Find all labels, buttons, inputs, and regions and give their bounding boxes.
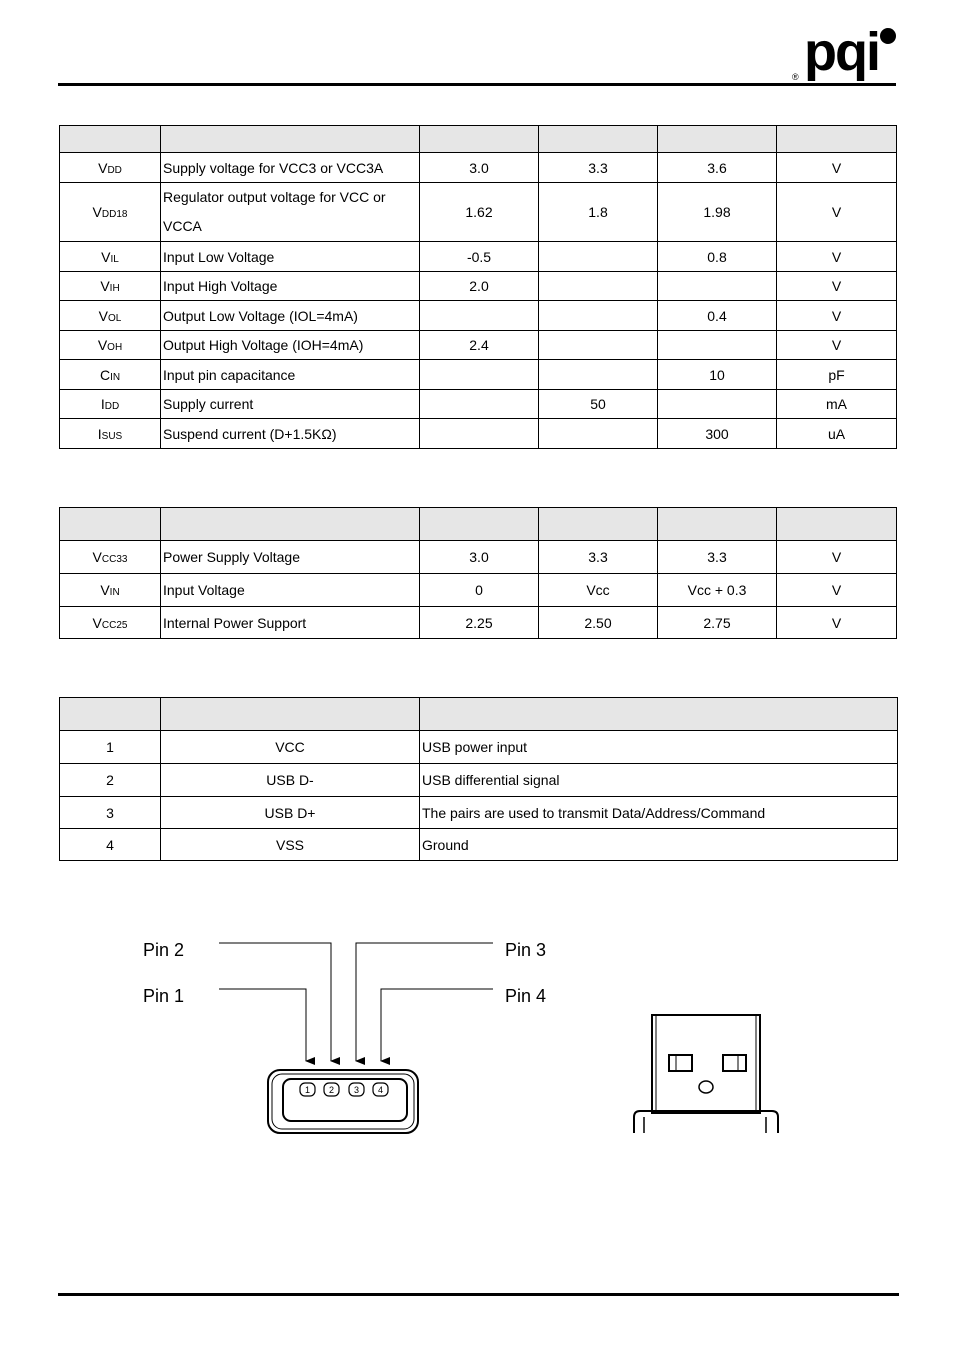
header-cell <box>60 698 161 731</box>
contact-number-1: 1 <box>304 1085 311 1095</box>
typ-cell: Vcc <box>539 574 658 607</box>
symbol-cell: VDD <box>60 153 161 183</box>
description-cell: Regulator output voltage for VCC or VCCA <box>161 183 420 242</box>
header-cell <box>420 508 539 541</box>
symbol-cell: VOH <box>60 331 161 360</box>
contact-number-4: 4 <box>377 1085 384 1095</box>
leader-lines <box>219 943 493 1061</box>
max-cell <box>658 331 777 360</box>
description-cell: Input pin capacitance <box>161 360 420 390</box>
header-cell <box>420 698 898 731</box>
min-cell: 2.25 <box>420 607 539 639</box>
pin-name-cell: USB D- <box>161 764 420 797</box>
max-cell: 2.75 <box>658 607 777 639</box>
footer-rule <box>58 1293 899 1296</box>
pqi-logo <box>792 22 902 86</box>
header-cell <box>161 508 420 541</box>
typ-cell <box>539 331 658 360</box>
table-row <box>60 541 897 574</box>
min-cell: 2.0 <box>420 272 539 301</box>
min-cell: 2.4 <box>420 331 539 360</box>
contact-number-2: 2 <box>328 1085 335 1095</box>
header-cell <box>658 126 777 153</box>
header-cell <box>420 126 539 153</box>
description-cell: Supply current <box>161 390 420 419</box>
table-row <box>60 829 898 861</box>
typ-cell <box>539 242 658 272</box>
description-cell: Power Supply Voltage <box>161 541 420 574</box>
logo-dot <box>880 28 896 44</box>
table-row <box>60 360 897 390</box>
table-row <box>60 419 897 449</box>
unit-cell: mA <box>777 390 897 419</box>
description-cell: Input Voltage <box>161 574 420 607</box>
table-header-row <box>60 126 897 153</box>
typ-cell <box>539 301 658 331</box>
table-row <box>60 183 897 242</box>
pin-assignment-table <box>59 697 898 861</box>
power-supply-table <box>59 507 897 639</box>
symbol-cell: VDD18 <box>60 183 161 242</box>
pin-2-leader-line <box>219 943 331 1061</box>
min-cell <box>420 301 539 331</box>
table-header-row <box>60 698 898 731</box>
typ-cell: 2.50 <box>539 607 658 639</box>
unit-cell: uA <box>777 419 897 449</box>
pin-number-cell: 2 <box>60 764 161 797</box>
description-cell: Output Low Voltage (IOL=4mA) <box>161 301 420 331</box>
header-cell <box>777 508 897 541</box>
min-cell <box>420 360 539 390</box>
pin-3-leader-line <box>356 943 493 1061</box>
header-cell <box>60 126 161 153</box>
pin-2-label: Pin 2 <box>143 940 185 960</box>
pin-name-cell: VSS <box>161 829 420 861</box>
typ-cell <box>539 272 658 301</box>
symbol-cell: VOL <box>60 301 161 331</box>
header-cell <box>658 508 777 541</box>
unit-cell: V <box>777 541 897 574</box>
max-cell: 0.4 <box>658 301 777 331</box>
pin-description-cell: USB differential signal <box>420 764 898 797</box>
typ-cell: 3.3 <box>539 153 658 183</box>
unit-cell: V <box>777 301 897 331</box>
description-cell: Internal Power Support <box>161 607 420 639</box>
unit-cell: pF <box>777 360 897 390</box>
contact-numbers <box>305 1085 383 1095</box>
usb-connector-diagram <box>0 930 954 1150</box>
min-cell: 3.0 <box>420 153 539 183</box>
pin-3-label: Pin 3 <box>505 940 547 960</box>
min-cell: 0 <box>420 574 539 607</box>
table-row <box>60 797 898 829</box>
contact-number-3: 3 <box>353 1085 360 1095</box>
symbol-cell: VIL <box>60 242 161 272</box>
pin-number-cell: 4 <box>60 829 161 861</box>
typ-cell <box>539 419 658 449</box>
table-row <box>60 242 897 272</box>
unit-cell: V <box>777 153 897 183</box>
description-cell: Suspend current (D+1.5KΩ) <box>161 419 420 449</box>
unit-cell: V <box>777 331 897 360</box>
pin-number-cell: 3 <box>60 797 161 829</box>
pin-4-leader-line <box>381 989 493 1061</box>
pin-1-leader-line <box>219 989 306 1061</box>
unit-cell: V <box>777 183 897 242</box>
usb-plug-side-view <box>620 1005 800 1140</box>
symbol-cell: IDD <box>60 390 161 419</box>
symbol-cell: VIH <box>60 272 161 301</box>
typ-cell: 3.3 <box>539 541 658 574</box>
max-cell <box>658 390 777 419</box>
table-row <box>60 574 897 607</box>
typ-cell: 50 <box>539 390 658 419</box>
max-cell: Vcc + 0.3 <box>658 574 777 607</box>
min-cell: 3.0 <box>420 541 539 574</box>
unit-cell: V <box>777 272 897 301</box>
header-cell <box>777 126 897 153</box>
max-cell: 1.98 <box>658 183 777 242</box>
header-rule <box>58 83 896 86</box>
symbol-cell: VCC33 <box>60 541 161 574</box>
pin-description-cell: The pairs are used to transmit Data/Address/Command <box>420 797 898 829</box>
max-cell <box>658 272 777 301</box>
description-cell: Output High Voltage (IOH=4mA) <box>161 331 420 360</box>
pin-description-cell: USB power input <box>420 731 898 764</box>
typ-cell <box>539 360 658 390</box>
min-cell <box>420 390 539 419</box>
symbol-cell: ISUS <box>60 419 161 449</box>
table-row <box>60 731 898 764</box>
header-cell <box>161 126 420 153</box>
description-cell: Input High Voltage <box>161 272 420 301</box>
header-cell <box>539 508 658 541</box>
unit-cell: V <box>777 242 897 272</box>
max-cell: 3.6 <box>658 153 777 183</box>
symbol-cell: VCC25 <box>60 607 161 639</box>
max-cell: 3.3 <box>658 541 777 574</box>
max-cell: 0.8 <box>658 242 777 272</box>
min-cell <box>420 419 539 449</box>
pin-1-label: Pin 1 <box>143 986 185 1006</box>
header-cell <box>60 508 161 541</box>
table-row <box>60 272 897 301</box>
logo-wordmark: pqi <box>804 22 879 82</box>
header-cell <box>161 698 420 731</box>
min-cell: -0.5 <box>420 242 539 272</box>
pin-name-cell: VCC <box>161 731 420 764</box>
min-cell: 1.62 <box>420 183 539 242</box>
unit-cell: V <box>777 607 897 639</box>
max-cell: 10 <box>658 360 777 390</box>
table-row <box>60 301 897 331</box>
table-row <box>60 153 897 183</box>
table-header-row <box>60 508 897 541</box>
table-row <box>60 331 897 360</box>
pin-4-label: Pin 4 <box>505 986 547 1006</box>
max-cell: 300 <box>658 419 777 449</box>
pin-description-cell: Ground <box>420 829 898 861</box>
unit-cell: V <box>777 574 897 607</box>
table-row <box>60 607 897 639</box>
registered-mark: ® <box>792 72 799 82</box>
header-cell <box>539 126 658 153</box>
symbol-cell: CIN <box>60 360 161 390</box>
description-cell: Supply voltage for VCC3 or VCC3A <box>161 153 420 183</box>
pin-name-cell: USB D+ <box>161 797 420 829</box>
symbol-cell: VIN <box>60 574 161 607</box>
connector-front-view <box>268 1070 418 1133</box>
table-row <box>60 390 897 419</box>
typ-cell: 1.8 <box>539 183 658 242</box>
table-row <box>60 764 898 797</box>
description-cell: Input Low Voltage <box>161 242 420 272</box>
dc-characteristics-table <box>59 125 897 449</box>
pin-number-cell: 1 <box>60 731 161 764</box>
